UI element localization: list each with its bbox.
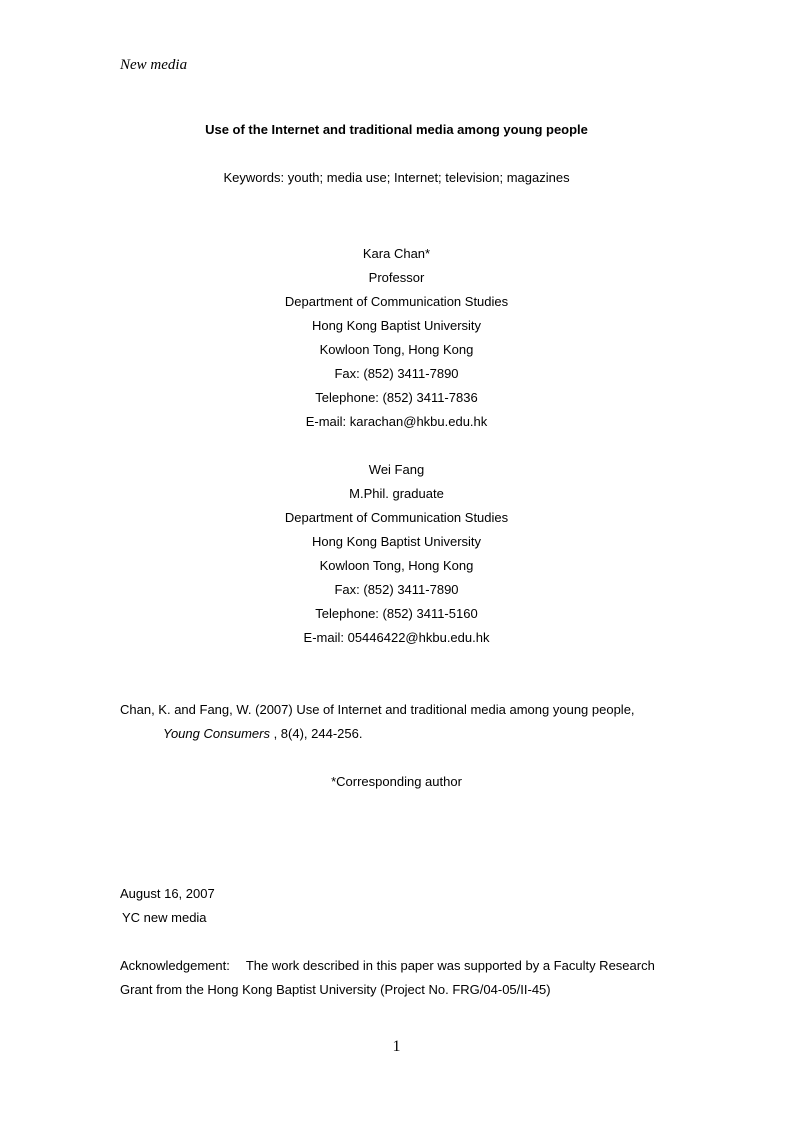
author-telephone: Telephone: (852) 3411-5160 [315, 606, 478, 621]
author-fax: Fax: (852) 3411-7890 [334, 366, 459, 381]
author-email: E-mail: 05446422@hkbu.edu.hk [303, 630, 490, 645]
paper-title: Use of the Internet and traditional media among young people [205, 122, 588, 137]
citation-journal: Young Consumers [163, 726, 270, 741]
author-position: M.Phil. graduate [349, 486, 444, 501]
author-block-1 [0, 246, 793, 438]
author-fax: Fax: (852) 3411-7890 [334, 582, 459, 597]
acknowledgement-text-1: The work described in this paper was supported by a Faculty Research [245, 958, 655, 973]
author-university: Hong Kong Baptist University [311, 534, 482, 549]
author-name: Wei Fang [368, 462, 425, 477]
author-location: Kowloon Tong, Hong Kong [319, 558, 474, 573]
author-department: Department of Communication Studies [284, 294, 509, 309]
running-head: New media [120, 57, 188, 73]
author-email: E-mail: karachan@hkbu.edu.hk [305, 414, 488, 429]
acknowledgement [120, 958, 680, 1006]
acknowledgement-text-2: Grant from the Hong Kong Baptist University (Project No. FRG/04-05/II-45) [120, 982, 551, 997]
author-telephone: Telephone: (852) 3411-7836 [315, 390, 478, 405]
keywords: Keywords: youth; media use; Internet; television; magazines [223, 170, 570, 185]
acknowledgement-label: Acknowledgement: [120, 958, 230, 973]
acknowledgement-line-1 [120, 958, 680, 982]
author-position: Professor [368, 270, 425, 285]
author-university: Hong Kong Baptist University [311, 318, 482, 333]
citation-details: , 8(4), 244-256. [269, 726, 363, 741]
author-block-2 [0, 462, 793, 654]
citation [120, 702, 680, 750]
citation-line-1: Chan, K. and Fang, W. (2007) Use of Internet and traditional media among young people, [120, 702, 635, 717]
page-number: 1 [392, 1038, 401, 1055]
author-department: Department of Communication Studies [284, 510, 509, 525]
document-slug: YC new media [122, 910, 207, 925]
author-location: Kowloon Tong, Hong Kong [319, 342, 474, 357]
citation-line-2 [120, 726, 680, 750]
corresponding-author-note: *Corresponding author [331, 774, 462, 789]
document-date: August 16, 2007 [120, 886, 215, 901]
author-name: Kara Chan* [362, 246, 431, 261]
